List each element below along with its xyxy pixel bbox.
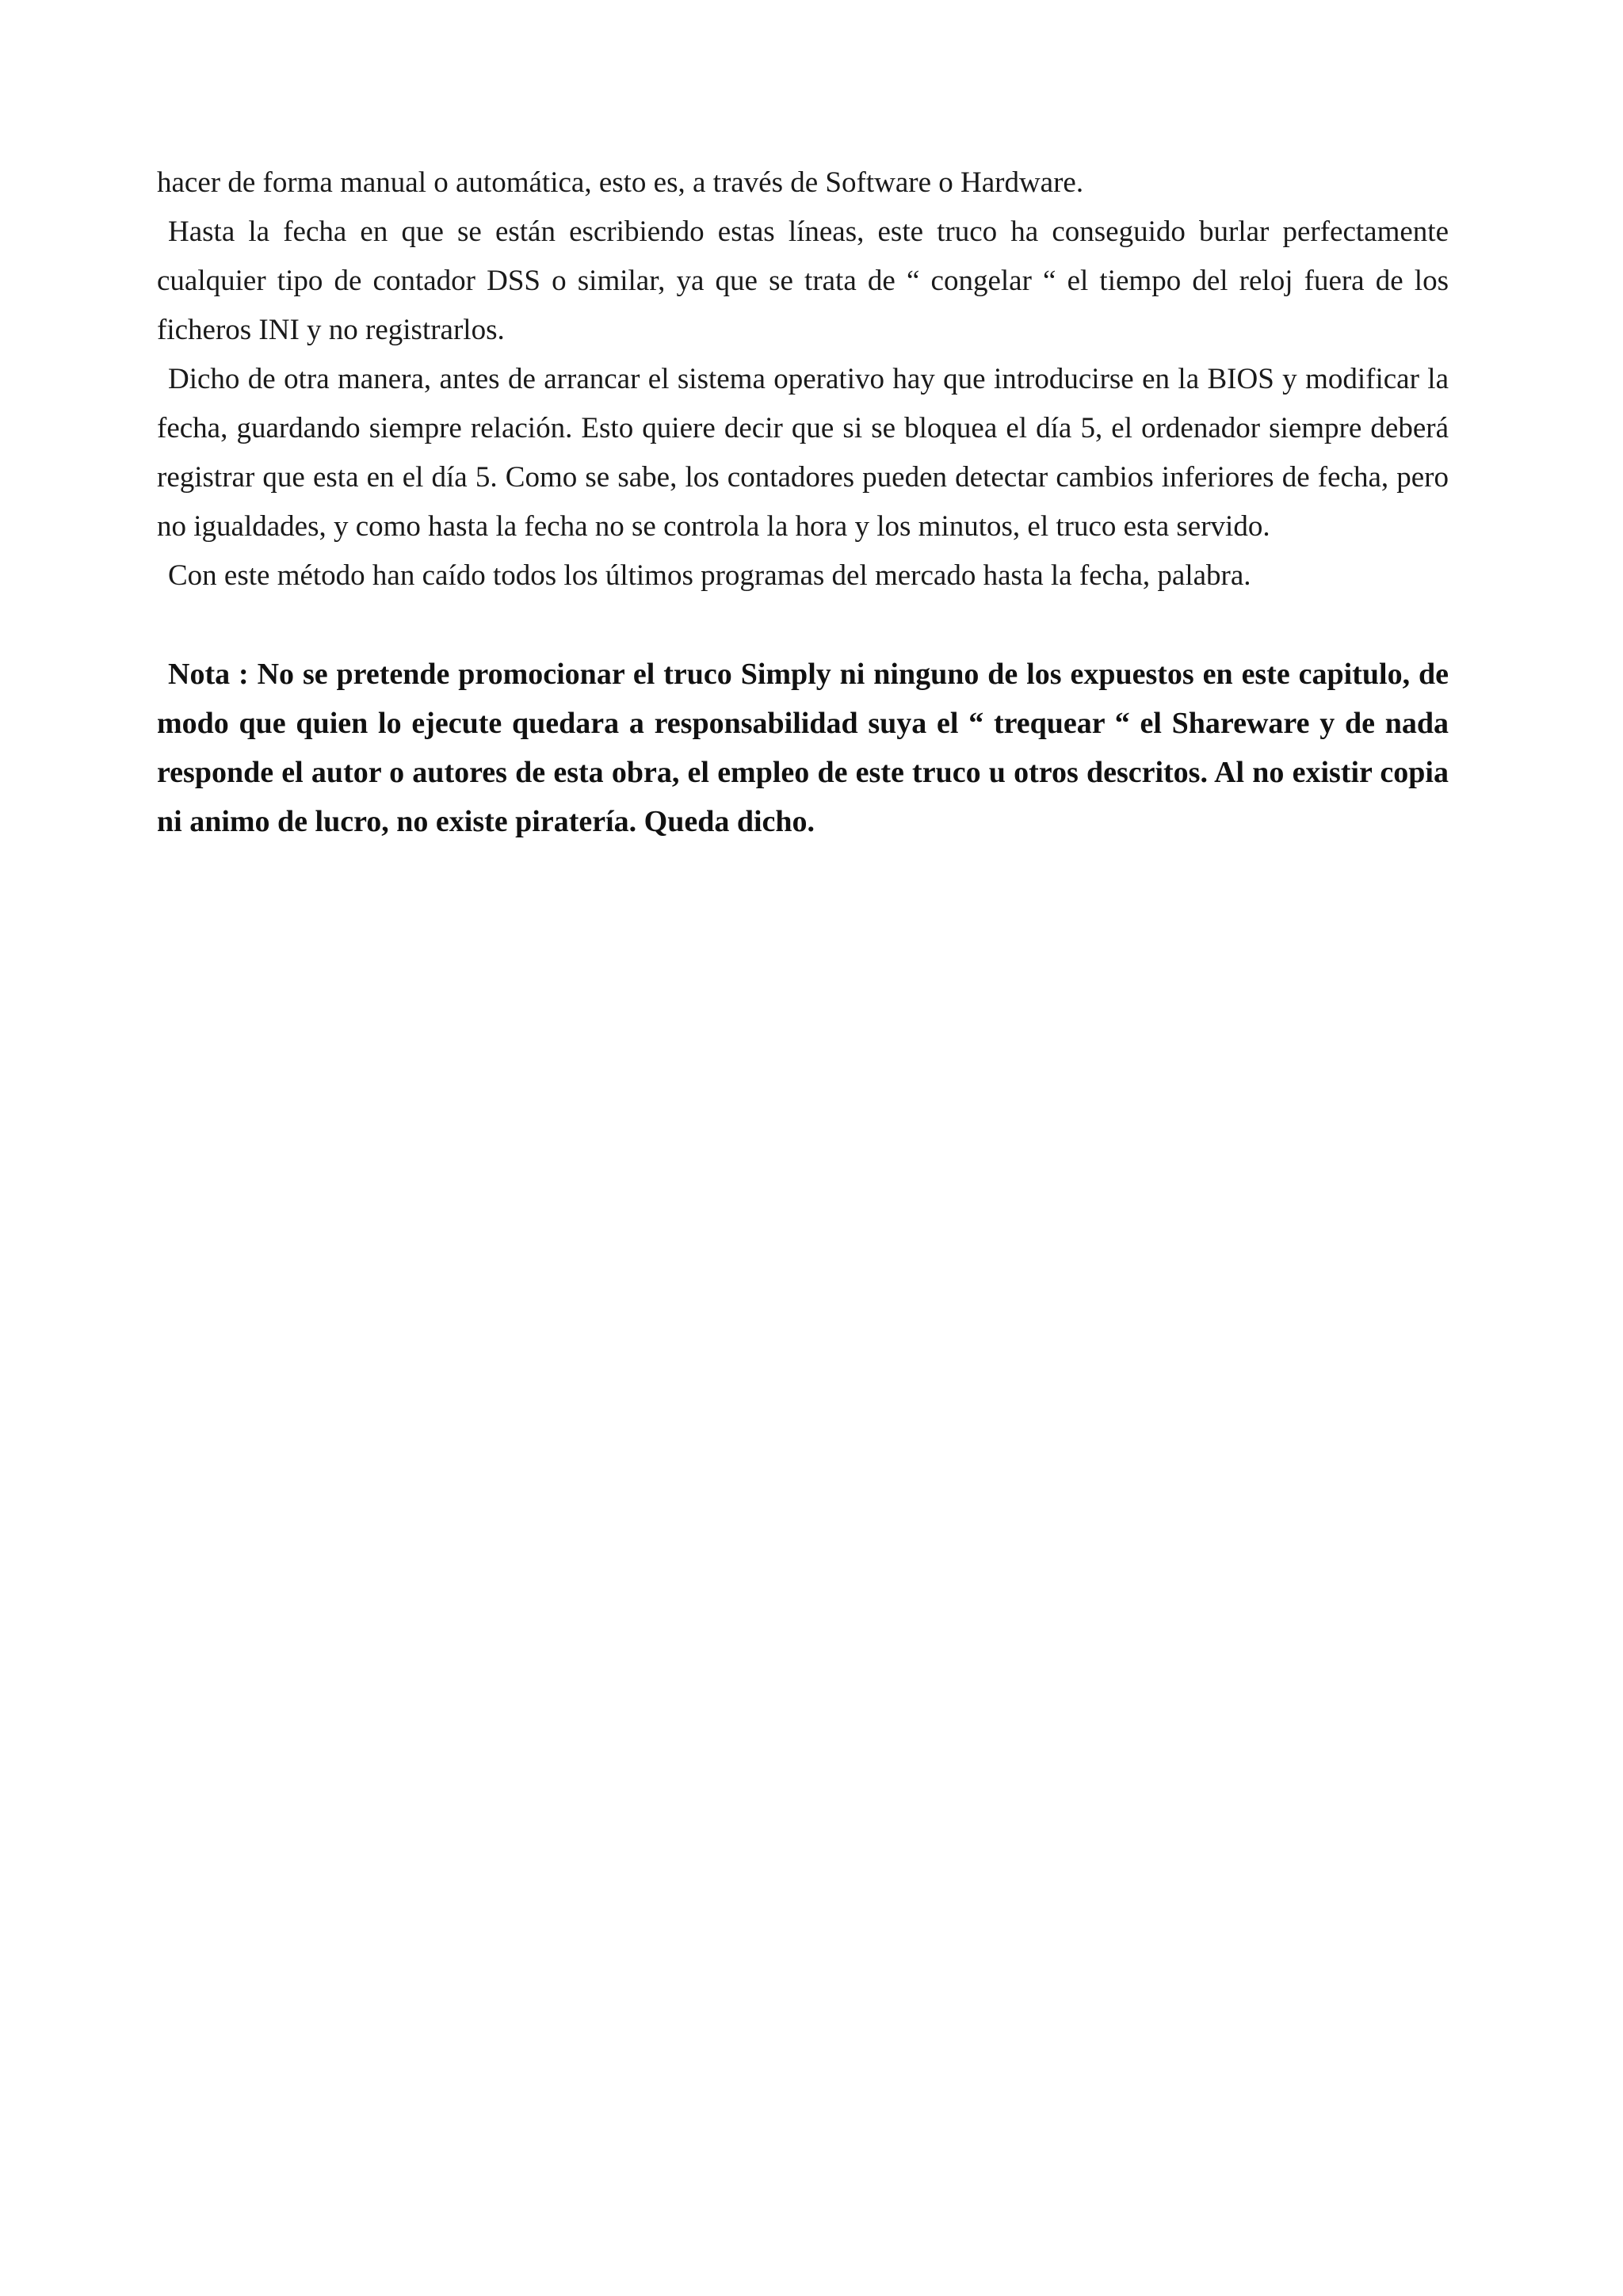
paragraph-method-result: Con este método han caído todos los últimos programas del mercado hasta la fecha, palabra. xyxy=(168,559,1251,592)
paragraph-bios-date: Dicho de otra manera, antes de arrancar el sistema operativo hay que introducirse en la BIOS y modificar la fecha, guardando siempre relación. Esto quiere decir que si se bloquea el día 5, el ordenador siempre deberá registrar que esta en el día 5. Como se sabe, los contadores pueden detectar cambios inferiores de fecha, pero no igualdades, y como hasta la fecha no se controla la hora y los minutos, el truco esta servido. xyxy=(157,363,1449,543)
disclaimer-note: Nota : No se pretende promocionar el truco Simply ni ninguno de los expuestos en este capitulo, de modo que quien lo ejecute quedara a responsabilidad suya el “ trequear “ el Shareware y de nada responde el autor o autores de esta obra, el empleo de este truco u otros descritos. Al no existir copia ni animo de lucro, no existe piratería. Queda dicho. xyxy=(157,658,1449,838)
paragraph-continuation: hacer de forma manual o automática, esto es, a través de Software o Hardware. xyxy=(157,166,1084,199)
paragraph-dss-counter: Hasta la fecha en que se están escribiendo estas líneas, este truco ha conseguido burlar perfectamente cualquier tipo de contador DSS o similar, ya que se trata de “ congelar “ el tiempo del reloj fuera de los ficheros INI y no registrarlos. xyxy=(157,215,1449,346)
document-page xyxy=(157,158,1449,876)
